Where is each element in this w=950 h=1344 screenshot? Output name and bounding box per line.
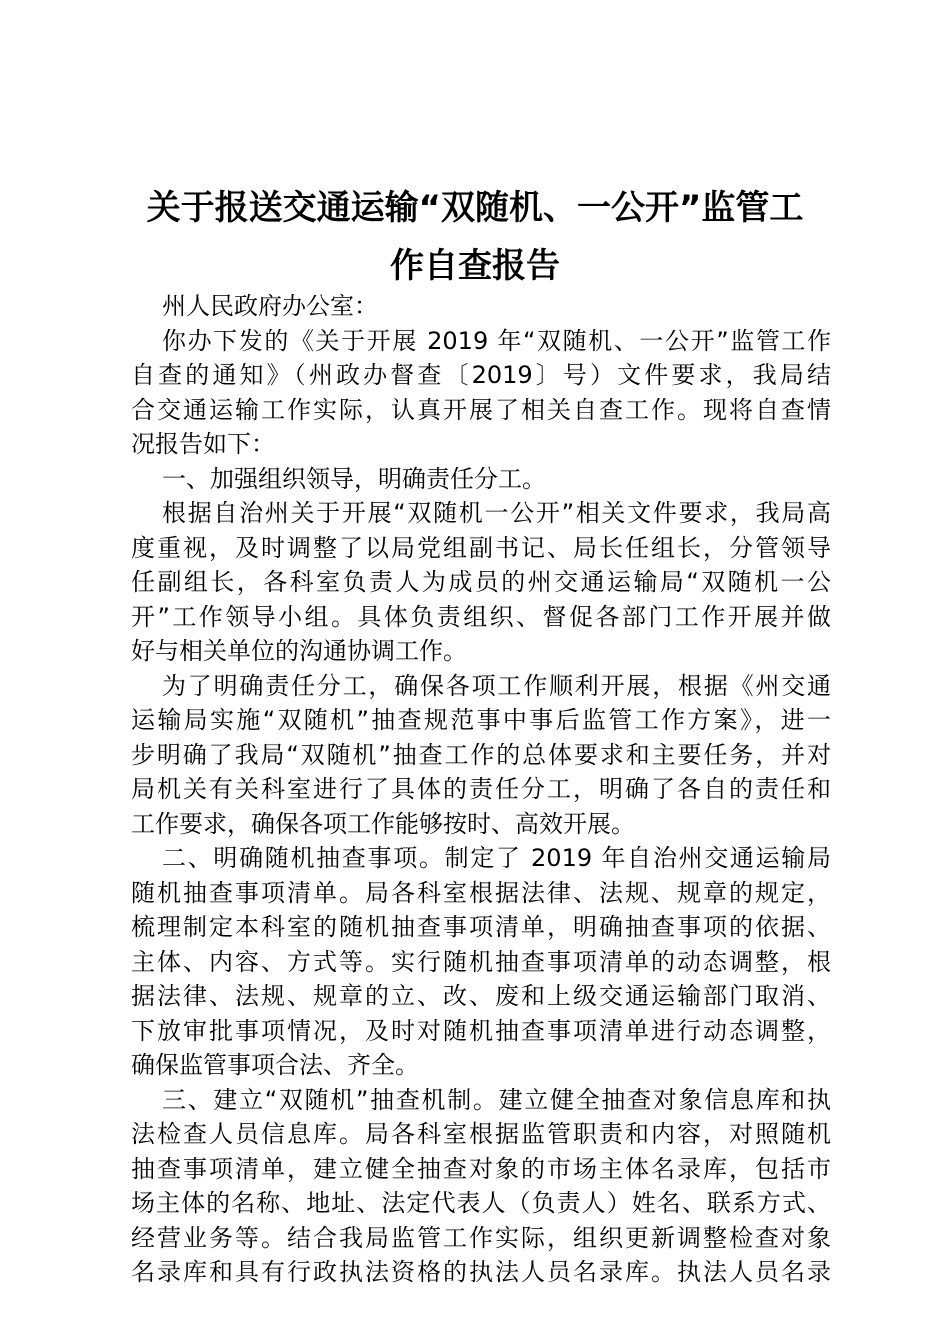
body-text-line: 一、加强组织领导，明确责任分工。 xyxy=(162,464,546,493)
body-text-line: 合交通运输工作实际，认真开展了相关自查工作。现将自查情 xyxy=(131,395,831,424)
body-text-line: 主体、内容、方式等。实行随机抽查事项清单的动态调整，根 xyxy=(131,947,831,976)
body-text-line: 根据自治州关于开展“双随机一公开”相关文件要求，我局高 xyxy=(162,499,831,527)
body-text-line: 抽查事项清单，建立健全抽查对象的市场主体名录库，包括市 xyxy=(131,1154,831,1183)
document-body xyxy=(131,289,831,1290)
body-text-line: 据法律、法规、规章的立、改、废和上级交通运输部门取消、 xyxy=(131,982,831,1010)
document-title-line-1: 关于报送交通运输“双随机、一公开”监管工 xyxy=(146,188,804,228)
body-text-line: 局机关有关科室进行了具体的责任分工，明确了各自的责任和 xyxy=(131,775,831,803)
body-text-line: 下放审批事项情况，及时对随机抽查事项清单进行动态调整， xyxy=(131,1016,831,1045)
body-text-line: 开”工作领导小组。具体负责组织、督促各部门工作开展并做 xyxy=(131,602,831,631)
body-text-line: 运输局实施“双随机”抽查规范事中事后监管工作方案》，进一 xyxy=(131,706,831,734)
body-text-line: 场主体的名称、地址、法定代表人（负责人）姓名、联系方式、 xyxy=(131,1189,831,1217)
body-text-line: 步明确了我局“双随机”抽查工作的总体要求和主要任务，并对 xyxy=(131,740,831,769)
body-text-line: 好与相关单位的沟通协调工作。 xyxy=(131,637,467,665)
body-text-line: 任副组长，各科室负责人为成员的州交通运输局“双随机一公 xyxy=(131,568,831,596)
body-text-line: 度重视，及时调整了以局党组副书记、局长任组长，分管领导 xyxy=(131,533,831,562)
body-text-line: 工作要求，确保各项工作能够按时、高效开展。 xyxy=(131,809,635,838)
body-text-line: 为了明确责任分工，确保各项工作顺利开展，根据《州交通 xyxy=(162,671,831,700)
body-text-line: 经营业务等。结合我局监管工作实际，组织更新调整检查对象 xyxy=(131,1223,831,1252)
body-text-line: 自查的通知》（州政办督查〔2019〕号）文件要求，我局结 xyxy=(131,361,831,389)
body-text-line: 二、明确随机抽查事项。制定了 2019 年自治州交通运输局 xyxy=(162,844,831,872)
body-text-line: 随机抽查事项清单。局各科室根据法律、法规、规章的规定， xyxy=(131,878,831,907)
body-text-line: 况报告如下： xyxy=(131,430,275,458)
body-text-line: 法检查人员信息库。局各科室根据监管职责和内容，对照随机 xyxy=(131,1120,831,1148)
body-text-line: 三、建立“双随机”抽查机制。建立健全抽查对象信息库和执 xyxy=(162,1085,831,1114)
document-title-line-2: 作自查报告 xyxy=(390,246,560,286)
body-text-line: 你办下发的《关于开展 2019 年“双随机、一公开”监管工作 xyxy=(162,326,831,355)
body-text-line: 确保监管事项合法、齐全。 xyxy=(131,1051,419,1079)
body-text-line: 州人民政府办公室： xyxy=(162,292,378,320)
body-text-line: 名录库和具有行政执法资格的执法人员名录库。执法人员名录 xyxy=(131,1258,831,1286)
body-text-line: 梳理制定本科室的随机抽查事项清单，明确抽查事项的依据、 xyxy=(131,913,831,941)
